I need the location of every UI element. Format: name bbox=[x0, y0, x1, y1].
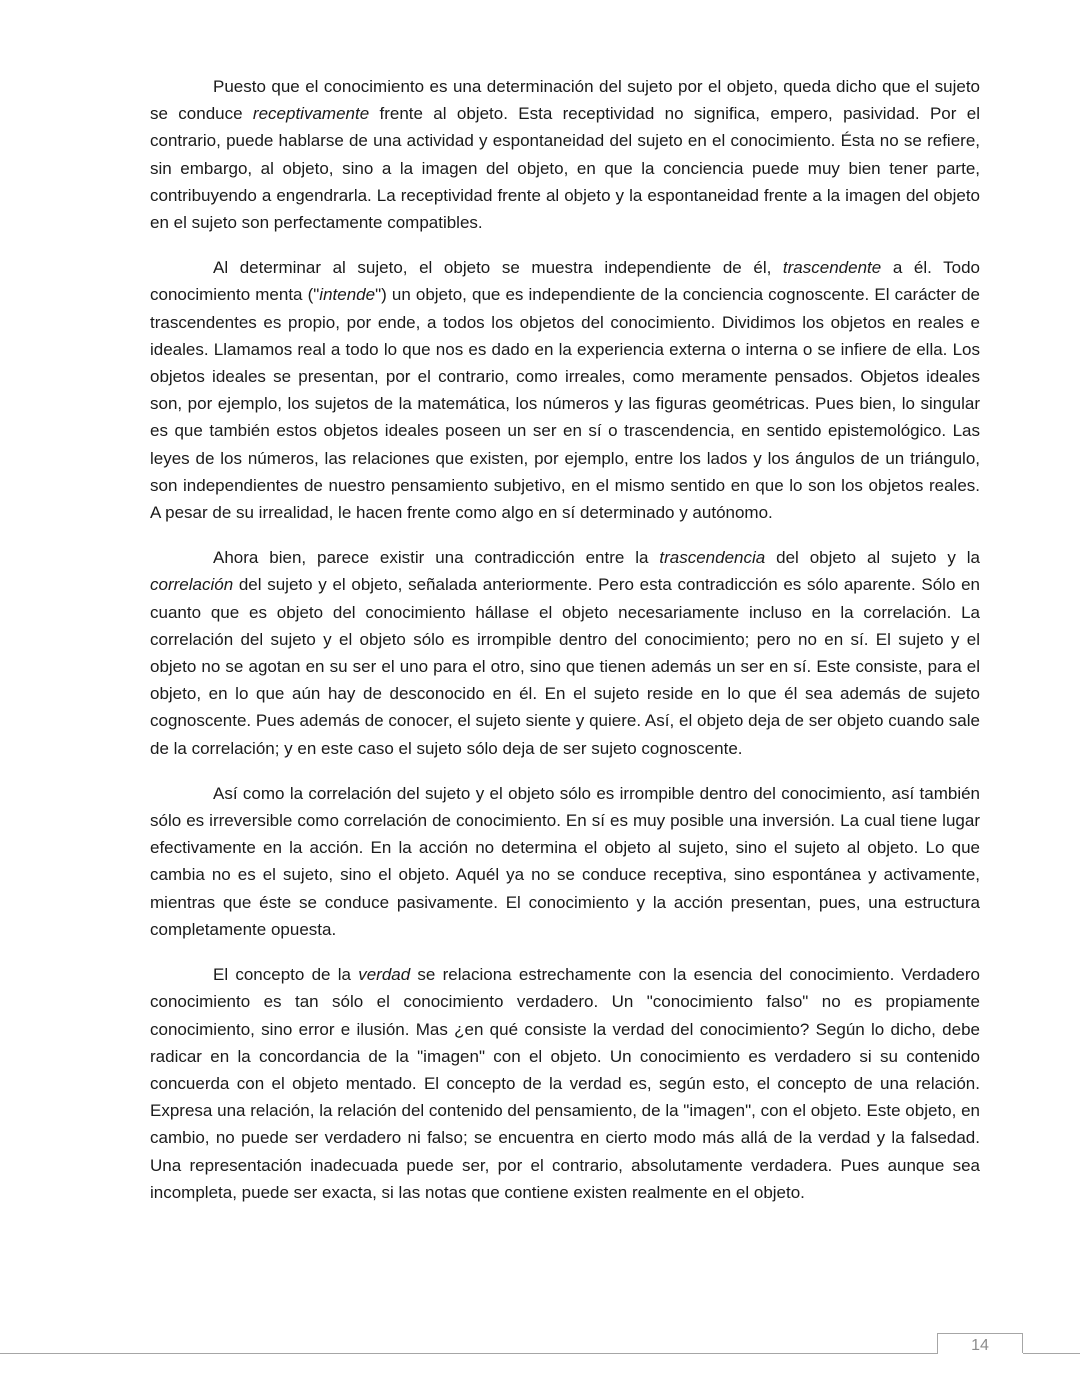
text-run: ") un objeto, que es independiente de la conciencia cognoscente. El carácter de trascendentes es propio, por ende, a todos los objetos del conocimiento. Dividimos los objetos en reales e ideales. Llamamos real a todo lo que nos es dado en la experiencia externa o interna o se infiere de ella. Los objetos ideales se presentan, por el contrario, como irreales, como meramente pensados. Objetos ideales son, por ejemplo, los sujetos de la matemática, los números y las figuras geométricas. Pues bien, lo singular es que también estos objetos ideales poseen un ser en sí o trascendencia, en sentido epistemológico. Las leyes de los números, las relaciones que existen, por ejemplo, entre los lados y los ángulos de un triángulo, son independientes de nuestro pensamiento subjetivo, en el mismo sentido en que lo son los objetos reales. A pesar de su irrealidad, le hacen frente como algo en sí determinado y autónomo. bbox=[150, 285, 980, 523]
text-run: Al determinar al sujeto, el objeto se muestra independiente de él, bbox=[213, 258, 783, 278]
italic-text-run: verdad bbox=[358, 965, 411, 985]
italic-text-run: intende bbox=[319, 285, 376, 305]
paragraph-3 bbox=[150, 544, 980, 762]
paragraph-1 bbox=[150, 73, 980, 236]
text-run: se relaciona estrechamente con la esencia del conocimiento. Verdadero conocimiento es tan sólo el conocimiento verdadero. Un "conocimiento falso" no es propiamente conocimiento, sino error e ilusión. Mas ¿en qué consiste la verdad del conocimiento? Según lo dicho, debe radicar en la concordancia de la "imagen" con el objeto. Un conocimiento es verdadero si su contenido concuerda con el objeto mentado. El concepto de la verdad es, según esto, el concepto de una relación. Expresa una relación, la relación del contenido del pensamiento, de la "imagen", con el objeto. Este objeto, en cambio, no puede ser verdadero ni falso; se encuentra en cierto modo más allá de la verdad y la falsedad. Una representación inadecuada puede ser, por el contrario, absolutamente verdadera. Pues aunque sea incompleta, puede ser exacta, si las notas que contiene existen realmente en el objeto. bbox=[150, 965, 980, 1202]
paragraph-2 bbox=[150, 254, 980, 526]
page-number: 14 bbox=[971, 1337, 989, 1354]
footer-rule-right bbox=[1023, 1353, 1080, 1354]
text-run: a él. Todo conocimiento menta (" bbox=[150, 258, 980, 305]
text-run: El concepto de la bbox=[213, 965, 359, 985]
page-body bbox=[150, 73, 980, 1224]
text-run: del objeto al sujeto y la bbox=[765, 548, 980, 568]
footer-rule-left bbox=[0, 1353, 938, 1354]
text-run: Así como la correlación del sujeto y el objeto sólo es irrompible dentro del conocimiento, así también sólo es irreversible como correlación de conocimiento. En sí es muy posible una inversión. La cual tiene lugar efectivamente en la acción. En la acción no determina el objeto al sujeto, sino el sujeto al objeto. Lo que cambia no es el sujeto, sino el objeto. Aquél ya no se conduce receptiva, sino espontánea y activamente, mientras que éste se conduce pasivamente. El conocimiento y la acción presentan, pues, una estructura completamente opuesta. bbox=[150, 783, 980, 939]
paragraph-4 bbox=[150, 780, 980, 943]
text-run: del sujeto y el objeto, señalada anteriormente. Pero esta contradicción es sólo aparente. Sólo en cuanto que es objeto del conocimiento hállase el objeto necesariamente incluso en la correlación. La correlación del sujeto y el objeto sólo es irrompible dentro del conocimiento; pero no en sí. El sujeto y el objeto no se agotan en su ser el uno para el otro, sino que tienen además un ser en sí. Este consiste, para el objeto, en lo que aún hay de desconocido en él. En el sujeto reside en lo que él sea además de sujeto cognoscente. Pues además de conocer, el sujeto siente y quiere. Así, el objeto deja de ser objeto cuando sale de la correlación; y en este caso el sujeto sólo deja de ser sujeto cognoscente. bbox=[150, 575, 980, 758]
text-run: Ahora bien, parece existir una contradicción entre la bbox=[213, 548, 660, 568]
italic-text-run: trascendencia bbox=[659, 548, 766, 568]
italic-text-run: correlación bbox=[150, 575, 234, 595]
text-run: Puesto que el conocimiento es una determinación del sujeto por el objeto, queda dicho que el sujeto se conduce bbox=[150, 77, 980, 124]
paragraph-5 bbox=[150, 961, 980, 1206]
text-run: frente al objeto. Esta receptividad no significa, empero, pasividad. Por el contrario, puede hablarse de una actividad y espontaneidad del sujeto en el conocimiento. Ésta no se refiere, sin embargo, al objeto, sino a la imagen del objeto, en que la conciencia puede muy bien tener parte, contribuyendo a engendrarla. La receptividad frente al objeto y la espontaneidad frente a la imagen del objeto en el sujeto son perfectamente compatibles. bbox=[150, 104, 980, 233]
italic-text-run: trascendente bbox=[782, 258, 882, 278]
italic-text-run: receptivamente bbox=[252, 104, 370, 124]
